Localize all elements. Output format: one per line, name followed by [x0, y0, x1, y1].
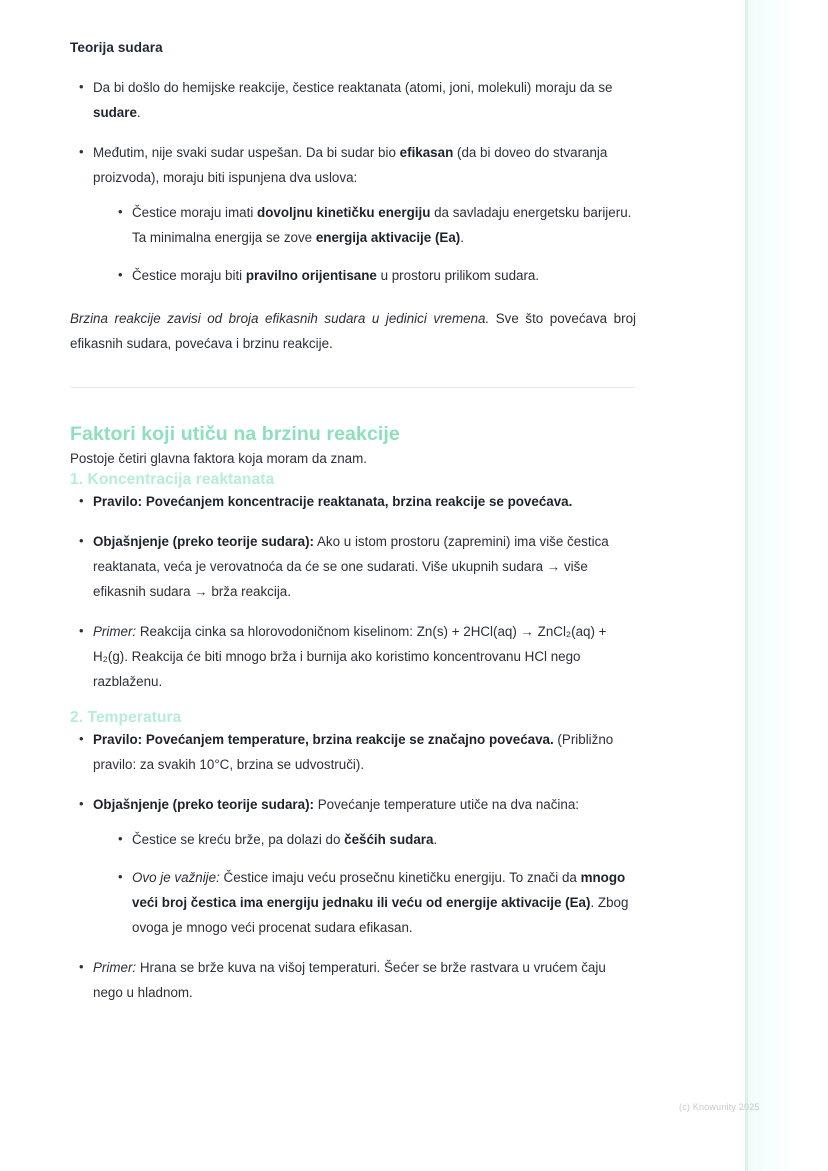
- document-content: [70, 40, 636, 1020]
- nested-list-item: [107, 827, 636, 852]
- list-item-text: [93, 960, 606, 1000]
- right-accent-line: [745, 0, 748, 1171]
- text-run: u prostoru prilikom sudara.: [376, 268, 540, 283]
- text-run: .: [433, 832, 438, 847]
- nested-list: [107, 827, 636, 940]
- italic-text: Brzina reakcije zavisi od broja efikasnih sudara u jedinici vremena.: [70, 311, 490, 326]
- text-run: .: [460, 230, 464, 245]
- list-item: [70, 792, 636, 940]
- text-run: Sve što povećava broj efikasnih sudara, povećava i brzinu reakcije.: [70, 311, 636, 351]
- section-intro: Postoje četiri glavna faktora koja moram da znam.: [70, 451, 367, 466]
- text-run: Međutim, nije svaki sudar uspešan. Da bi sudar bio: [93, 145, 400, 160]
- copyright-watermark: (c) Knowunity 2025: [679, 1102, 760, 1112]
- list-item: [70, 619, 636, 694]
- text-run: Hrana se brže kuva na višoj temperaturi. Šećer se brže rastvara u vrućem čaju nego u hladnom.: [93, 960, 606, 1000]
- bold-text: efikasan: [399, 145, 454, 160]
- list-item: [70, 75, 636, 125]
- page-title: Teorija sudara: [70, 40, 163, 55]
- italic-text: Primer:: [93, 960, 137, 975]
- right-accent-strip: [745, 0, 795, 1171]
- bold-text: mnogo veći broj čestica ima energiju jednaku ili veću od energije aktivacije (Ea): [132, 870, 626, 910]
- text-run: Čestice se kreću brže, pa dolazi do: [132, 832, 345, 847]
- list-item-text: [132, 205, 631, 245]
- text-run: . Zbog ovoga je mnogo veći procenat sudara efikasan.: [132, 895, 629, 935]
- bold-text: sudare: [93, 105, 137, 120]
- subsection-list-1: [70, 489, 636, 694]
- bold-text: energija aktivacije (Ea): [315, 230, 461, 245]
- text-run: da savladaju energetsku barijeru. Ta minimalna energija se zove: [132, 205, 632, 245]
- nested-list-item: [107, 865, 636, 940]
- list-item: [70, 529, 636, 604]
- bold-text: Objašnjenje (preko teorije sudara):: [93, 534, 315, 549]
- text-run: Čestice imaju veću prosečnu kinetičku energiju. To znači da: [219, 870, 581, 885]
- bold-text: češćih sudara: [344, 832, 434, 847]
- subsection-heading-2: 2. Temperatura: [70, 709, 182, 726]
- nested-list: [107, 200, 636, 288]
- nested-list-item: [107, 263, 636, 288]
- text-run: Čestice moraju biti: [132, 268, 246, 283]
- bold-text: Pravilo: Povećanjem temperature, brzina reakcije se značajno povećava.: [93, 732, 554, 747]
- bold-text: pravilno orijentisane: [245, 268, 377, 283]
- section-divider: [70, 387, 635, 388]
- list-item: [70, 489, 636, 514]
- list-item: [70, 727, 636, 777]
- list-item-text: [132, 832, 437, 847]
- text-run: (Približno pravilo: za svakih 10°C, brzina se udvostruči).: [93, 732, 614, 772]
- subsection-heading-1: 1. Koncentracija reaktanata: [70, 471, 275, 488]
- text-run: .: [136, 105, 141, 120]
- subsection-list-2: [70, 727, 636, 1005]
- list-item: [70, 140, 636, 288]
- text-run: Povećanje temperature utiče na dva načina:: [314, 797, 580, 812]
- list-item-text: [132, 268, 539, 283]
- text-run: (da bi doveo do stvaranja proizvoda), moraju biti ispunjena dva uslova:: [93, 145, 608, 185]
- list-item-text: [93, 494, 572, 509]
- list-item-text: [132, 870, 628, 935]
- list-item-text: [93, 80, 613, 120]
- list-item-text: [93, 732, 613, 772]
- bold-text: Pravilo: Povećanjem koncentracije reaktanata, brzina reakcije se povećava.: [93, 494, 573, 509]
- list-item-text: [93, 624, 606, 689]
- subsection-container: [70, 471, 636, 1005]
- summary-paragraph: [70, 306, 636, 356]
- text-run: Da bi došlo do hemijske reakcije, čestice reaktanata (atomi, joni, molekuli) moraju da se: [93, 80, 613, 95]
- bold-text: dovoljnu kinetičku energiju: [257, 205, 431, 220]
- list-item-text: [93, 797, 579, 812]
- section-heading: Faktori koji utiču na brzinu reakcije: [70, 423, 400, 445]
- nested-list-wrapper: [93, 827, 636, 940]
- collision-theory-list: [70, 75, 636, 288]
- nested-list-item: [107, 200, 636, 250]
- nested-list-wrapper: [93, 200, 636, 288]
- list-item-text: [93, 145, 607, 185]
- text-run: Reakcija cinka sa hlorovodoničnom kiselinom: Zn(s) + 2HCl(aq) → ZnCl₂(aq) + H₂(g). Reakcija će biti mnogo brža i burnija ako koristimo koncentrovanu HCl nego razblaženu.: [93, 624, 607, 689]
- list-item-text: [93, 534, 609, 599]
- italic-text: Primer:: [93, 624, 137, 639]
- text-run: Čestice moraju imati: [132, 205, 258, 220]
- list-item: [70, 955, 636, 1005]
- text-run: Ako u istom prostoru (zapremini) ima više čestica reaktanata, veća je verovatnoća da će se one sudarati. Više ukupnih sudara → više efikasnih sudara → brža reakcija.: [93, 534, 609, 599]
- italic-text: Ovo je važnije:: [132, 870, 220, 885]
- bold-text: Objašnjenje (preko teorije sudara):: [93, 797, 315, 812]
